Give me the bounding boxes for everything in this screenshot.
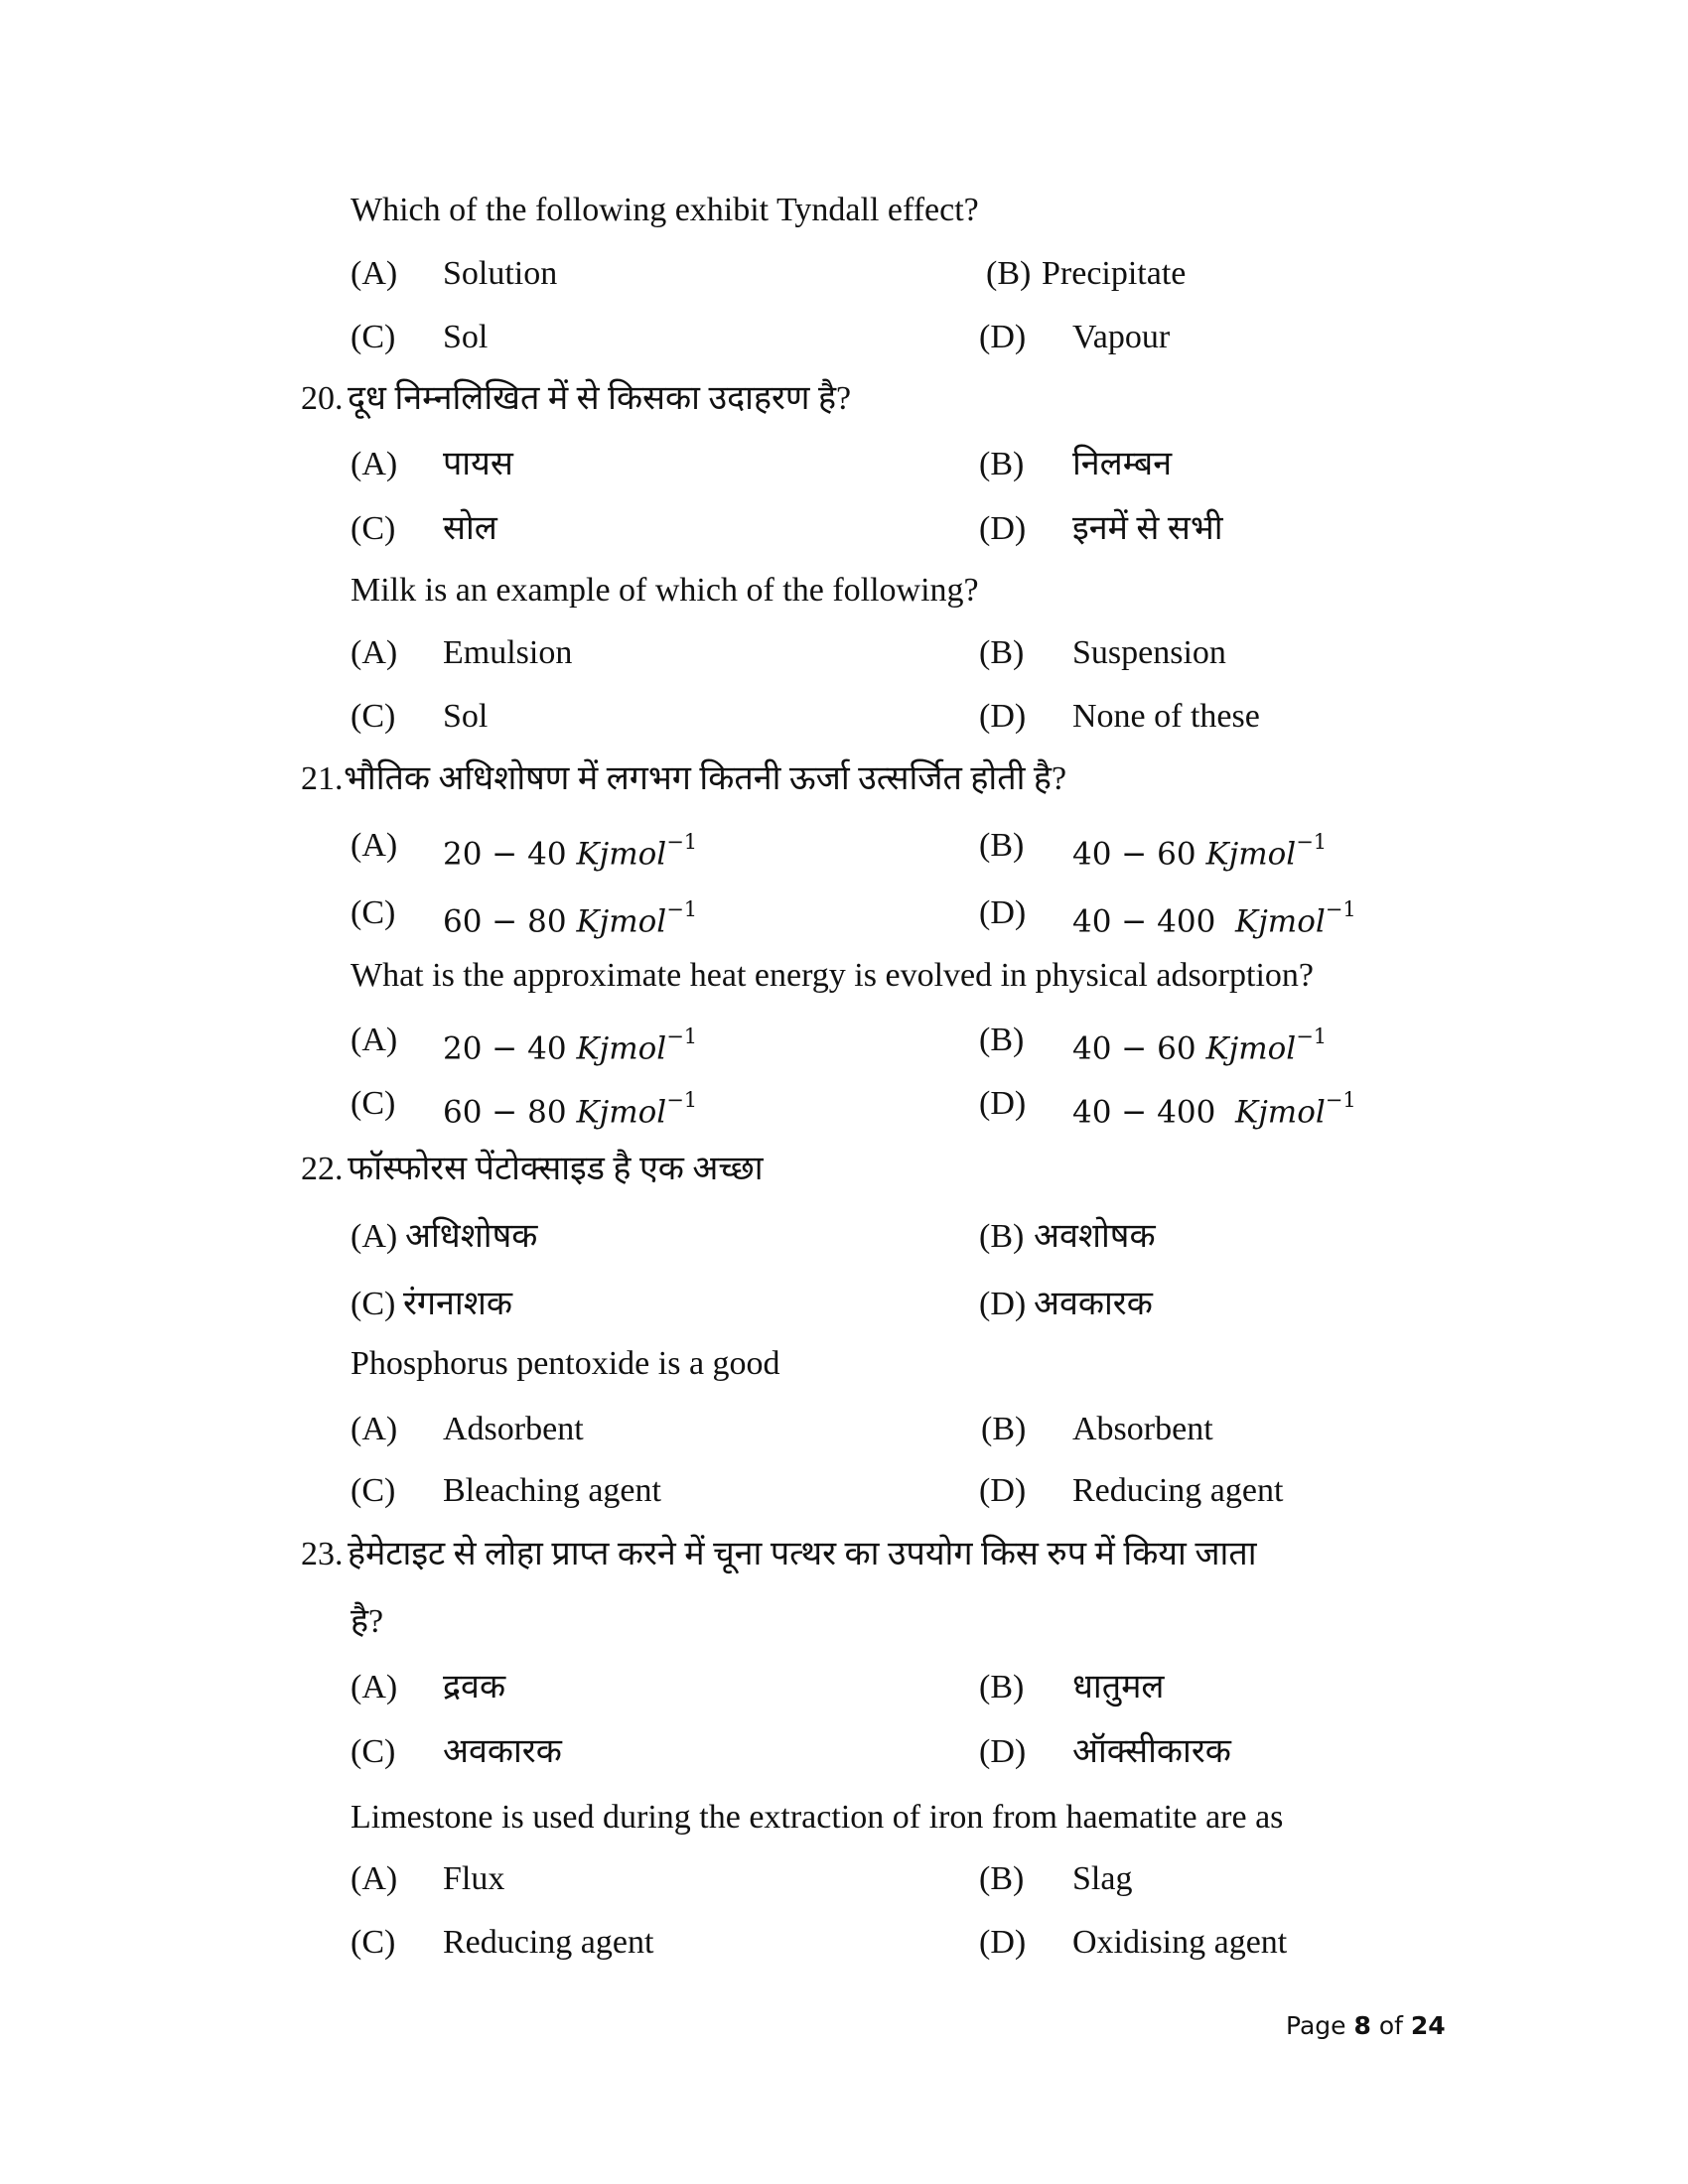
option-letter-d: (D) bbox=[979, 1286, 1027, 1322]
question-20-hindi bbox=[0, 379, 1688, 419]
option-letter-c: (C) bbox=[351, 1472, 396, 1509]
options-row-cd bbox=[0, 1471, 1688, 1511]
option-letter-b: (B) bbox=[979, 1218, 1025, 1255]
option-c-text: अवकारक bbox=[443, 1733, 562, 1770]
option-c-text: Reducing agent bbox=[443, 1924, 654, 1961]
options-row-ab bbox=[0, 1859, 1688, 1899]
question-text: फॉस्फोरस पेंटोक्साइड है एक अच्छा bbox=[348, 1151, 764, 1187]
option-letter-b: (B) bbox=[979, 1022, 1025, 1058]
option-a-text: Flux bbox=[443, 1860, 505, 1897]
options-row-ab bbox=[0, 1668, 1688, 1707]
option-d-formula: 40 − 400 Kjmol$^{-1}$ bbox=[1072, 1088, 1356, 1131]
option-a-formula: 20 − 40 Kjmol$^{-1}$ bbox=[443, 830, 698, 873]
option-letter-d: (D) bbox=[979, 1085, 1027, 1122]
options-row-ab bbox=[0, 826, 1688, 873]
option-c-text: सोल bbox=[443, 510, 497, 547]
option-letter-c: (C) bbox=[351, 698, 396, 735]
option-b-formula: 40 − 60 Kjmol$^{-1}$ bbox=[1072, 830, 1328, 873]
question-number: 20. bbox=[301, 380, 344, 417]
question-text: हेमेटाइट से लोहा प्राप्त करने में चूना पत्थर का उपयोग किस रुप में किया जाता bbox=[348, 1536, 1257, 1572]
option-letter-b: (B) bbox=[979, 827, 1025, 864]
option-letter-c: (C) bbox=[351, 1085, 396, 1122]
question-number: 21. bbox=[301, 760, 344, 797]
option-letter-c: (C) bbox=[351, 1733, 396, 1770]
question-19-english bbox=[0, 191, 1688, 230]
option-c-text: रंगनाशक bbox=[403, 1286, 512, 1322]
option-letter-c: (C) bbox=[351, 1924, 396, 1961]
options-row-ab bbox=[0, 1410, 1688, 1449]
option-letter-a: (A) bbox=[351, 255, 398, 292]
option-letter-a: (A) bbox=[351, 634, 398, 671]
option-b-text: Absorbent bbox=[1072, 1411, 1213, 1447]
options-row-cd bbox=[0, 509, 1688, 549]
option-c-text: Sol bbox=[443, 319, 489, 355]
option-letter-b: (B) bbox=[981, 1411, 1027, 1447]
question-text: दूध निम्नलिखित में से किसका उदाहरण है? bbox=[348, 380, 852, 417]
question-text: Limestone is used during the extraction of iron from haematite are as bbox=[351, 1799, 1284, 1836]
option-d-text: None of these bbox=[1072, 698, 1260, 735]
question-22-hindi bbox=[0, 1150, 1688, 1189]
question-number: 23. bbox=[301, 1536, 344, 1572]
option-d-text: Oxidising agent bbox=[1072, 1924, 1288, 1961]
option-letter-b: (B) bbox=[979, 446, 1025, 482]
option-letter-a: (A) bbox=[351, 1218, 398, 1255]
option-letter-a: (A) bbox=[351, 446, 398, 482]
options-row-cd bbox=[0, 1285, 1688, 1324]
options-row-ab bbox=[0, 633, 1688, 673]
option-letter-c: (C) bbox=[351, 319, 396, 355]
option-d-text: Vapour bbox=[1072, 319, 1171, 355]
footer-prefix: Page bbox=[1286, 2011, 1346, 2040]
option-b-text: अवशोषक bbox=[1034, 1218, 1156, 1255]
option-d-text: ऑक्सीकारक bbox=[1072, 1733, 1231, 1770]
current-page: 8 bbox=[1353, 2011, 1371, 2040]
option-b-text: Slag bbox=[1072, 1860, 1133, 1897]
options-row-cd bbox=[0, 893, 1688, 940]
question-23-english bbox=[0, 1798, 1688, 1838]
options-row-cd bbox=[0, 318, 1688, 357]
option-c-formula: 60 − 80 Kjmol$^{-1}$ bbox=[443, 897, 698, 940]
options-row-cd bbox=[0, 1084, 1688, 1131]
total-pages: 24 bbox=[1410, 2011, 1446, 2040]
option-letter-d: (D) bbox=[979, 1924, 1027, 1961]
option-d-text: इनमें से सभी bbox=[1072, 510, 1223, 547]
page-number-footer bbox=[1286, 2009, 1446, 2043]
option-letter-b: (B) bbox=[986, 255, 1032, 292]
question-22-english bbox=[0, 1344, 1688, 1384]
option-a-text: द्रवक bbox=[443, 1669, 506, 1706]
option-d-formula: 40 − 400 Kjmol$^{-1}$ bbox=[1072, 897, 1356, 940]
option-c-text: Sol bbox=[443, 698, 489, 735]
option-letter-d: (D) bbox=[979, 319, 1027, 355]
options-row-ab bbox=[0, 1021, 1688, 1067]
option-b-text: निलम्बन bbox=[1072, 446, 1173, 482]
options-row-ab bbox=[0, 1217, 1688, 1257]
option-letter-b: (B) bbox=[979, 1860, 1025, 1897]
option-d-text: अवकारक bbox=[1034, 1286, 1153, 1322]
question-text: Which of the following exhibit Tyndall effect? bbox=[351, 192, 979, 228]
question-text: Milk is an example of which of the following? bbox=[351, 572, 979, 609]
option-a-text: Emulsion bbox=[443, 634, 573, 671]
option-letter-d: (D) bbox=[979, 894, 1027, 931]
option-letter-b: (B) bbox=[979, 1669, 1025, 1706]
options-row-ab bbox=[0, 254, 1688, 294]
option-a-formula: 20 − 40 Kjmol$^{-1}$ bbox=[443, 1024, 698, 1067]
option-letter-a: (A) bbox=[351, 1860, 398, 1897]
option-letter-a: (A) bbox=[351, 1022, 398, 1058]
option-letter-a: (A) bbox=[351, 827, 398, 864]
option-letter-d: (D) bbox=[979, 698, 1027, 735]
option-b-formula: 40 − 60 Kjmol$^{-1}$ bbox=[1072, 1024, 1328, 1067]
option-b-text: Suspension bbox=[1072, 634, 1226, 671]
question-21-hindi bbox=[0, 759, 1688, 799]
options-row-cd bbox=[0, 1732, 1688, 1772]
option-a-text: अधिशोषक bbox=[405, 1218, 538, 1255]
options-row-cd bbox=[0, 1923, 1688, 1963]
option-letter-d: (D) bbox=[979, 1733, 1027, 1770]
option-letter-a: (A) bbox=[351, 1669, 398, 1706]
footer-of: of bbox=[1378, 2011, 1403, 2040]
option-b-text: Precipitate bbox=[1042, 255, 1187, 292]
option-a-text: Adsorbent bbox=[443, 1411, 584, 1447]
option-letter-c: (C) bbox=[351, 510, 396, 547]
question-number: 22. bbox=[301, 1151, 344, 1187]
option-a-text: पायस bbox=[443, 446, 513, 482]
question-23-hindi bbox=[0, 1535, 1688, 1574]
option-a-text: Solution bbox=[443, 255, 558, 292]
option-letter-c: (C) bbox=[351, 894, 396, 931]
question-text: भौतिक अधिशोषण में लगभग कितनी ऊर्जा उत्सर्जित होती है? bbox=[344, 760, 1067, 797]
options-row-ab bbox=[0, 445, 1688, 484]
option-letter-b: (B) bbox=[979, 634, 1025, 671]
option-letter-d: (D) bbox=[979, 510, 1027, 547]
question-text: Phosphorus pentoxide is a good bbox=[351, 1345, 780, 1382]
question-text-continued: है? bbox=[351, 1603, 384, 1640]
option-c-text: Bleaching agent bbox=[443, 1472, 661, 1509]
options-row-cd bbox=[0, 697, 1688, 737]
question-20-english bbox=[0, 571, 1688, 611]
option-letter-a: (A) bbox=[351, 1411, 398, 1447]
option-c-formula: 60 − 80 Kjmol$^{-1}$ bbox=[443, 1088, 698, 1131]
option-d-text: Reducing agent bbox=[1072, 1472, 1284, 1509]
option-b-text: धातुमल bbox=[1072, 1669, 1165, 1706]
question-23-hindi-continued bbox=[0, 1602, 1688, 1642]
option-letter-d: (D) bbox=[979, 1472, 1027, 1509]
question-21-english bbox=[0, 956, 1688, 996]
question-text: What is the approximate heat energy is evolved in physical adsorption? bbox=[351, 957, 1314, 994]
option-letter-c: (C) bbox=[351, 1286, 396, 1322]
